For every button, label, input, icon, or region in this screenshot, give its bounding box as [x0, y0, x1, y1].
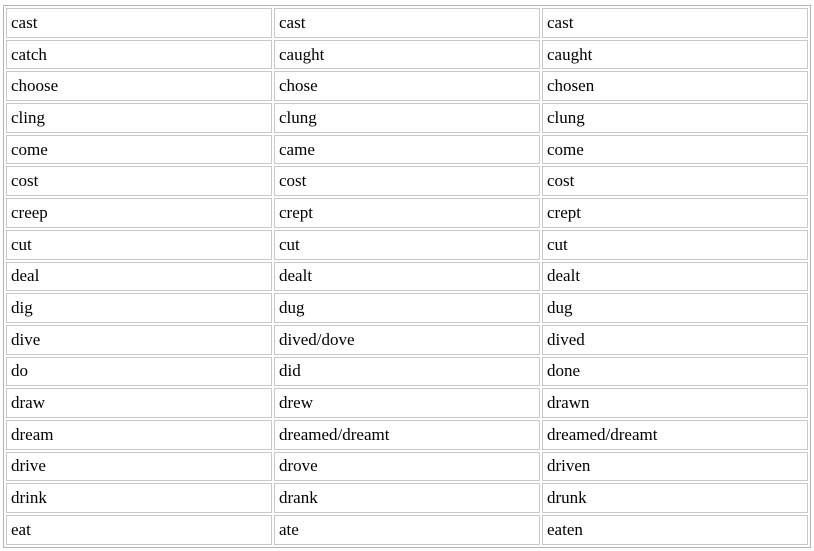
table-body	[6, 8, 808, 545]
past-participle-cell: cast	[542, 8, 808, 38]
past-participle-cell: crept	[542, 198, 808, 228]
past-participle-cell: dreamed/dreamt	[542, 420, 808, 450]
base-form-cell: deal	[6, 262, 272, 292]
base-form-cell: catch	[6, 40, 272, 70]
past-simple-cell: dreamed/dreamt	[274, 420, 540, 450]
table-row	[6, 515, 808, 545]
past-simple-cell: caught	[274, 40, 540, 70]
base-form-cell: choose	[6, 71, 272, 101]
base-form-cell: drive	[6, 452, 272, 482]
past-simple-cell: ate	[274, 515, 540, 545]
table-row	[6, 103, 808, 133]
past-participle-cell: dived	[542, 325, 808, 355]
past-simple-cell: cast	[274, 8, 540, 38]
table-row	[6, 71, 808, 101]
past-simple-cell: chose	[274, 71, 540, 101]
past-participle-cell: chosen	[542, 71, 808, 101]
base-form-cell: cast	[6, 8, 272, 38]
table-row	[6, 388, 808, 418]
irregular-verbs-table	[3, 5, 811, 548]
past-simple-cell: dealt	[274, 262, 540, 292]
past-simple-cell: drew	[274, 388, 540, 418]
past-simple-cell: did	[274, 357, 540, 387]
past-simple-cell: crept	[274, 198, 540, 228]
base-form-cell: dig	[6, 293, 272, 323]
past-participle-cell: come	[542, 135, 808, 165]
base-form-cell: cling	[6, 103, 272, 133]
table-row	[6, 166, 808, 196]
base-form-cell: dive	[6, 325, 272, 355]
past-participle-cell: caught	[542, 40, 808, 70]
table-row	[6, 230, 808, 260]
table-row	[6, 293, 808, 323]
base-form-cell: eat	[6, 515, 272, 545]
base-form-cell: draw	[6, 388, 272, 418]
table-row	[6, 357, 808, 387]
base-form-cell: cut	[6, 230, 272, 260]
base-form-cell: drink	[6, 483, 272, 513]
past-participle-cell: driven	[542, 452, 808, 482]
base-form-cell: dream	[6, 420, 272, 450]
past-participle-cell: dealt	[542, 262, 808, 292]
table-row	[6, 198, 808, 228]
base-form-cell: come	[6, 135, 272, 165]
past-participle-cell: drunk	[542, 483, 808, 513]
past-participle-cell: drawn	[542, 388, 808, 418]
past-participle-cell: done	[542, 357, 808, 387]
past-simple-cell: dug	[274, 293, 540, 323]
past-participle-cell: cost	[542, 166, 808, 196]
past-participle-cell: clung	[542, 103, 808, 133]
table-row	[6, 40, 808, 70]
past-simple-cell: cost	[274, 166, 540, 196]
base-form-cell: cost	[6, 166, 272, 196]
past-simple-cell: clung	[274, 103, 540, 133]
table-row	[6, 135, 808, 165]
past-participle-cell: cut	[542, 230, 808, 260]
past-simple-cell: dived/dove	[274, 325, 540, 355]
table-row	[6, 483, 808, 513]
base-form-cell: creep	[6, 198, 272, 228]
past-simple-cell: drove	[274, 452, 540, 482]
past-participle-cell: dug	[542, 293, 808, 323]
past-simple-cell: cut	[274, 230, 540, 260]
base-form-cell: do	[6, 357, 272, 387]
table-row	[6, 420, 808, 450]
past-simple-cell: came	[274, 135, 540, 165]
past-simple-cell: drank	[274, 483, 540, 513]
table-row	[6, 262, 808, 292]
table-row	[6, 325, 808, 355]
table-row	[6, 452, 808, 482]
past-participle-cell: eaten	[542, 515, 808, 545]
table-row	[6, 8, 808, 38]
